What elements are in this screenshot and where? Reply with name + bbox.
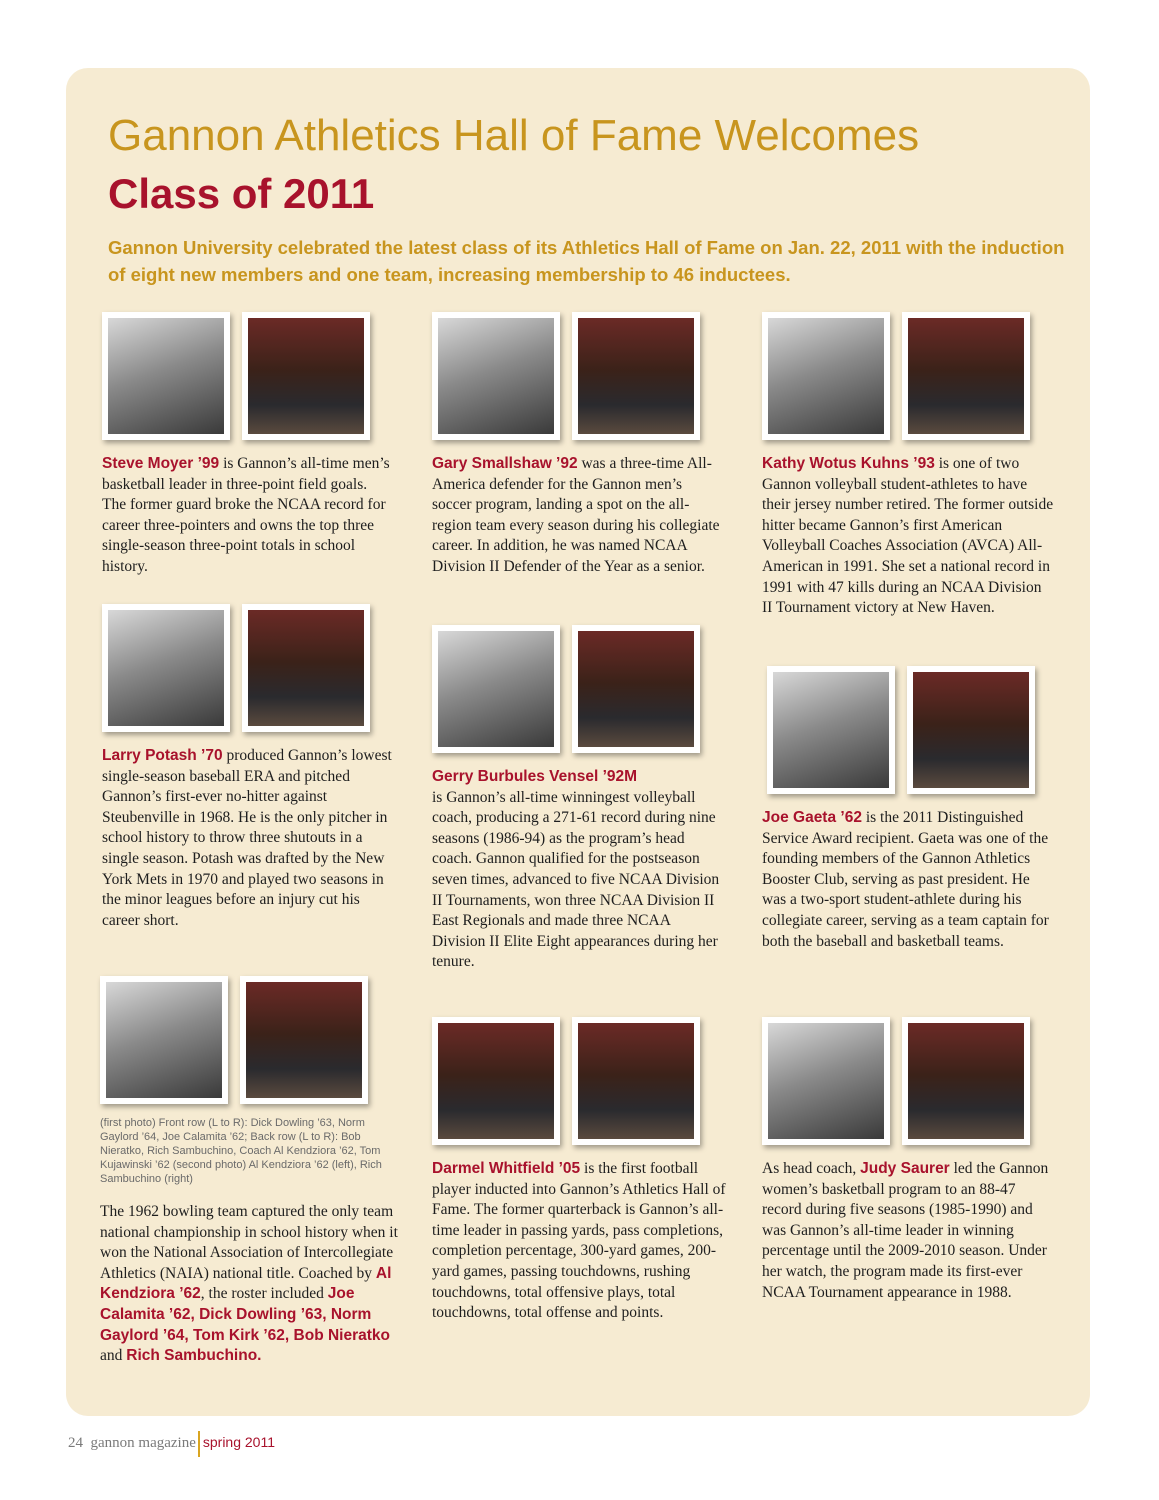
- inductee-card-saurer: [762, 1017, 1054, 1303]
- footer-divider: [198, 1431, 200, 1457]
- inductee-name: Judy Saurer: [860, 1160, 950, 1177]
- subheadline: Class of 2011: [108, 170, 375, 217]
- inductee-bio: Joe Gaeta ’62 is the 2011 Distinguished Service Award recipient. Gaeta was one of the founding members of the Gannon Athletics Booster Club, serving as past president. He was a two-sport student-athlete during his collegiate career, serving as a team captain for both the baseball and basketball teams.: [762, 809, 1049, 950]
- inductee-name: Gary Smallshaw ’92: [432, 455, 578, 472]
- inductee-bio: Larry Potash ’70 produced Gannon’s lowest single-season baseball ERA and pitched Gannon’s first-ever no-hitter against Steubenville in 1968. He is the only pitcher in school history to throw three shutouts in a single season. Potash was drafted by the New York Mets in 1970 and played two seasons in the minor leagues before an injury cut his career short.: [102, 747, 392, 929]
- inductee-name: Darmel Whitfield ’05: [432, 1160, 581, 1177]
- headline: Gannon Athletics Hall of Fame Welcomes: [108, 111, 920, 160]
- intro-paragraph: Gannon University celebrated the latest class of its Athletics Hall of Fame on Jan. 22, 2011 with the induction of eight new members and one team, increasing membership to 46 inductees.: [108, 237, 1065, 285]
- inductee-bio: As head coach, Judy Saurer led the Gannon women’s basketball program to an 88-47 record during five seasons (1985-1990) and was Gannon’s all-time leader in winning percentage until the 2009-2010 season. Under her watch, the program made its first-ever NCAA Tournament appearance in 1988.: [762, 1160, 1049, 1301]
- ceremony-photo: [572, 1017, 700, 1145]
- inductee-name: Gerry Burbules Vensel ’92M: [432, 768, 638, 785]
- bowling-team-text: The 1962 bowling team captured the only team national championship in school history when it won the National Association of Intercollegiate Athletics (NAIA) national title. Coached by Al Kendziora ’62, the roster included Joe Calamita ’62, Dick Dowling ’63, Norm Gaylord ’64, Tom Kirk ’62, Bob Nieratko and Rich Sambuchino.: [100, 1203, 398, 1365]
- ceremony-photo: [907, 666, 1035, 794]
- archive-photo: [102, 604, 230, 732]
- magazine-name: gannon magazine: [90, 1435, 196, 1451]
- team-archive-photo: [100, 976, 228, 1104]
- inductee-name: Kathy Wotus Kuhns ’93: [762, 455, 935, 472]
- roster-names: Joe Calamita ’62, Dick Dowling ’63, Norm Gaylord ’64, Tom Kirk ’62, Bob Nieratko: [100, 1285, 390, 1344]
- photo-caption: (first photo) Front row (L to R): Dick Dowling ’63, Norm Gaylord ’64, Joe Calamita ’62; Back row (L to R): Bob Nieratko, Rich Sambuchino, Coach Al Kendziora ’62, Tom Kujawinski ’62 (second photo) Al Kendziora ’62 (left), Rich Sambuchino (right): [100, 1117, 382, 1185]
- inductee-card-kuhns: [762, 312, 1054, 619]
- inductee-bio: Gerry Burbules Vensel ’92M is Gannon’s all-time winningest volleyball coach, producing a 271-61 record during nine seasons (1986-94) as the program’s head coach. Gannon qualified for the postseason seven times, advanced to five NCAA Division II Tournaments, won three NCAA Division II East Regionals and made three NCAA Division II Elite Eight appearances during her tenure.: [432, 768, 720, 971]
- archive-photo: [102, 312, 230, 440]
- inductee-card-whitfield: [432, 1017, 727, 1324]
- inductee-card-moyer: [102, 312, 394, 578]
- ceremony-photo: [242, 604, 370, 732]
- ceremony-photo: [572, 625, 700, 753]
- inductee-bio: Darmel Whitfield ’05 is the first football player inducted into Gannon’s Athletics Hall of Fame. The former quarterback is Gannon’s all-time leader in passing yards, pass completions, completion percentage, 300-yard games, 200-yard games, passing touchdowns, rushing touchdowns, total offensive plays, total touchdowns, total offense and points.: [432, 1160, 726, 1322]
- page-number: 24: [68, 1435, 83, 1451]
- inductee-name: Steve Moyer ’99: [102, 455, 220, 472]
- archive-photo: [762, 1017, 890, 1145]
- inductee-name: Larry Potash ’70: [102, 747, 223, 764]
- inductee-card-vensel: [432, 625, 724, 973]
- coach-name: Al Kendziora ’62: [100, 1264, 392, 1303]
- archive-photo: [762, 312, 890, 440]
- archive-photo: [432, 625, 560, 753]
- inductee-name: Joe Gaeta ’62: [762, 809, 862, 826]
- ceremony-photo: [902, 1017, 1030, 1145]
- ceremony-photo: [572, 312, 700, 440]
- inductee-card-potash: [102, 604, 397, 931]
- team-ceremony-photo: [240, 976, 368, 1104]
- inductee-bio: Kathy Wotus Kuhns ’93 is one of two Gannon volleyball student-athletes to have their jersey number retired. The former outside hitter became Gannon’s first American Volleyball Coaches Association (AVCA) All-American in 1991. She set a national record in 1991 with 47 kills during an NCAA Division II Tournament victory at New Haven.: [762, 455, 1054, 617]
- inductee-card-gaeta: [762, 666, 1054, 952]
- issue-season: spring 2011: [202, 1434, 276, 1450]
- page-footer: [68, 1428, 275, 1457]
- archive-photo: [432, 312, 560, 440]
- archive-photo: [767, 666, 895, 794]
- ceremony-photo: [902, 312, 1030, 440]
- inductee-bio: Gary Smallshaw ’92 was a three-time All-America defender for the Gannon men’s soccer program, landing a spot on the all-region team every season during his collegiate career. In addition, he was named NCAA Division II Defender of the Year as a senior.: [432, 455, 720, 575]
- inductee-bio: Steve Moyer ’99 is Gannon’s all-time men’s basketball leader in three-point field goals. The former guard broke the NCAA record for career three-pointers and owns the top three single-season three-point totals in school history.: [102, 455, 390, 575]
- ceremony-photo: [242, 312, 370, 440]
- inductee-card-smallshaw: [432, 312, 724, 578]
- archive-photo: [432, 1017, 560, 1145]
- roster-last-name: Rich Sambuchino.: [126, 1347, 262, 1365]
- bowling-team-card: [100, 976, 398, 1367]
